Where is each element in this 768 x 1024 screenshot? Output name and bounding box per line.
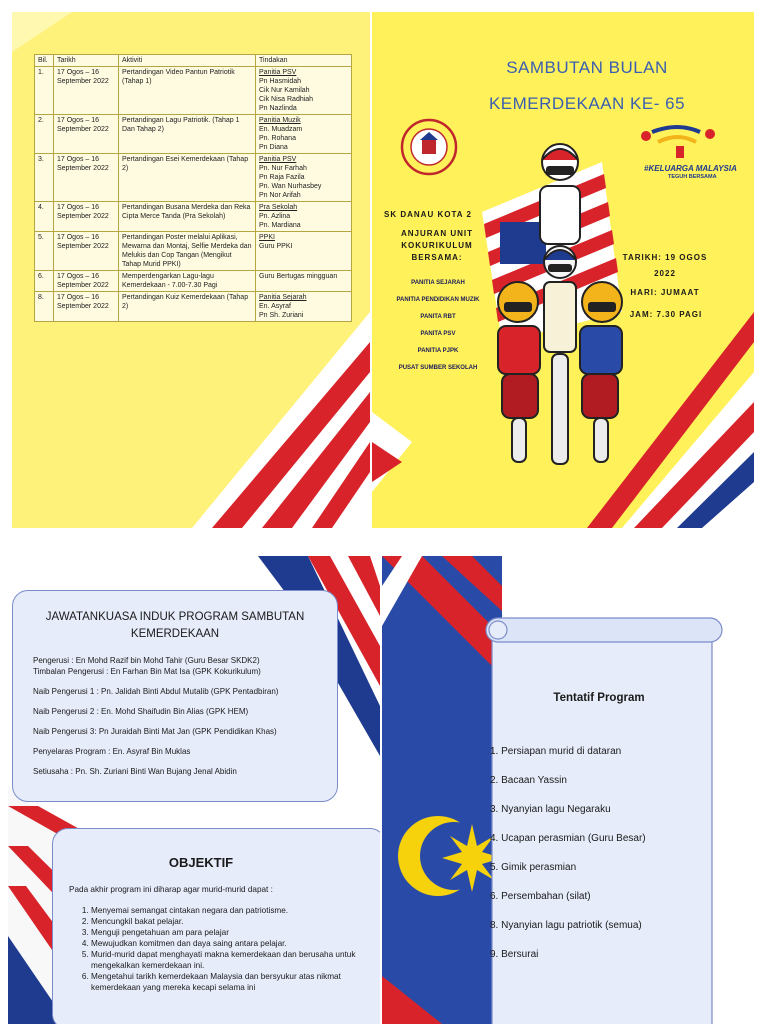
objektif-item: 5. Murid-murid dapat menghayati makna kemerdekaan dan berusaha untuk mengekalkan kemerdekaan ini.: [91, 949, 380, 971]
cell-aktiviti: Pertandingan Esei Kemerdekaan (Tahap 2): [119, 154, 256, 202]
tindakan-person: Pn Raja Fazila: [259, 174, 305, 181]
table-header-row: [35, 55, 352, 67]
tindakan-person: Pn. Nur Farhah: [259, 165, 307, 172]
tindakan-panitia: Panitia PSV: [259, 156, 297, 163]
keluarga-malaysia-sub: TEGUH BERSAMA: [668, 174, 717, 180]
header-tindakan: Tindakan: [256, 55, 352, 67]
objektif-item: 4. Mewujudkan komitmen dan daya saing antara pelajar.: [91, 938, 380, 949]
table-row: [35, 202, 352, 232]
tindakan-person: Pn Hasmidah: [259, 78, 302, 85]
tindakan-person: Pn Diana: [259, 144, 288, 151]
anjuran-label: ANJURAN UNIT KOKURIKULUM BERSAMA:: [401, 229, 473, 262]
tindakan-person: Cik Nur Kamilah: [259, 87, 310, 94]
tindakan-person: Pn Nor Arifah: [259, 192, 301, 199]
cell-tindakan: [256, 271, 352, 292]
cell-tindakan: [256, 115, 352, 154]
committee-line: Timbalan Pengerusi : En Farhan Bin Mat Isa (GPK Kokurikulum): [33, 667, 261, 676]
tindakan-person: Pn. Wan Nurhasbey: [259, 183, 322, 190]
committee-line: Pengerusi : En Mohd Razif bin Mohd Tahir (Guru Besar SKDK2): [33, 656, 260, 665]
header-bil: Bil.: [35, 55, 54, 67]
committee-line: Setiusaha : Pn. Sh. Zuriani Binti Wan Bujang Jenal Abidin: [33, 767, 237, 776]
objektif-item: 6. Mengetahui tarikh kemerdekaan Malaysia dan bersyukur atas nikmat kemerdekaan yang mereka kecapi selama ini: [91, 971, 380, 993]
table-row: [35, 271, 352, 292]
cell-aktiviti: Pertandingan Lagu Patriotik. (Tahap 1 Dan Tahap 2): [119, 115, 256, 154]
objektif-item: 2. Mencungkil bakat pelajar.: [91, 916, 380, 927]
tindakan-person: Pn Sh. Zuriani: [259, 312, 304, 319]
cell-bil: 3.: [35, 154, 54, 202]
cell-tarikh: 17 Ogos – 16 September 2022: [54, 271, 119, 292]
cell-tindakan: [256, 202, 352, 232]
cover-title-line2: KEMERDEKAAN KE- 65: [488, 94, 686, 113]
tentatif-item: 1. Persiapan murid di dataran: [490, 746, 622, 757]
objektif-intro: Pada akhir program ini diharap agar murid-murid dapat :: [69, 885, 273, 894]
tentatif-title: Tentatif Program: [553, 692, 645, 704]
cell-bil: 1.: [35, 67, 54, 115]
tindakan-person: Pn. Azlina: [259, 213, 291, 220]
table-row: [35, 292, 352, 322]
cell-tarikh: 17 Ogos – 16 September 2022: [54, 202, 119, 232]
motorcycle-riders-illustration: [482, 142, 632, 472]
tindakan-panitia: Panitia PSV: [259, 69, 297, 76]
tentatif-item: 6. Persembahan (silat): [490, 891, 591, 902]
event-day: HARI: JUMAAT: [630, 288, 700, 297]
tindakan-person: Pn Nazlinda: [259, 105, 297, 112]
panitia-item: PANITIA PENDIDIKAN MUZIK: [396, 297, 480, 303]
tindakan-panitia: Pra Sekolah: [259, 204, 298, 211]
cell-tindakan: [256, 67, 352, 115]
jawatankuasa-title: JAWATANKUASA INDUK PROGRAM SAMBUTAN KEMERDEKAAN: [45, 611, 305, 640]
tindakan-person: En. Asyraf: [259, 303, 291, 310]
objektif-item: 3. Menguji pengetahuan am para pelajar: [91, 927, 380, 938]
tindakan-panitia: Panitia Sejarah: [259, 294, 307, 301]
tindakan-person: Cik Nisa Radhiah: [259, 96, 314, 103]
committee-panel: [8, 556, 380, 1024]
schedule-panel: [12, 12, 370, 528]
cell-aktiviti: Pertandingan Video Pantun Patriotik (Tahap 1): [119, 67, 256, 115]
header-tarikh: Tarikh: [54, 55, 119, 67]
cover-title-line1: SAMBUTAN BULAN: [506, 58, 668, 77]
cell-tindakan: [256, 232, 352, 271]
jawatankuasa-box: [12, 590, 338, 802]
objektif-title: OBJEKTIF: [168, 855, 234, 870]
tindakan-panitia: Panitia Muzik: [259, 117, 301, 124]
panitia-item: PANITIA PJPK: [417, 348, 459, 354]
tindakan-person: Pn. Mardiana: [259, 222, 301, 229]
cell-bil: 5.: [35, 232, 54, 271]
cell-tarikh: 17 Ogos – 16 September 2022: [54, 292, 119, 322]
tindakan-person: Guru PPKI: [259, 243, 293, 250]
school-crest-icon: [400, 118, 458, 176]
tentatif-item: 3. Nyanyian lagu Negaraku: [490, 804, 611, 815]
table-row: [35, 115, 352, 154]
cell-bil: 6.: [35, 271, 54, 292]
tentatif-item: 8. Nyanyian lagu patriotik (semua): [490, 920, 642, 931]
cell-tindakan: [256, 154, 352, 202]
tindakan-panitia: PPKI: [259, 234, 275, 241]
cell-aktiviti: Pertandingan Kuiz Kemerdekaan (Tahap 2): [119, 292, 256, 322]
tindakan-person: Guru Bertugas mingguan: [259, 273, 338, 280]
cell-bil: 2.: [35, 115, 54, 154]
table-row: [35, 154, 352, 202]
table-row: [35, 67, 352, 115]
panitia-list: [380, 280, 496, 371]
tentatif-list: [490, 746, 710, 960]
cell-tindakan: [256, 292, 352, 322]
cell-tarikh: 17 Ogos – 16 September 2022: [54, 154, 119, 202]
cell-bil: 8.: [35, 292, 54, 322]
objektif-item: 1. Menyemai semangat cintakan negara dan patriotisme.: [91, 905, 380, 916]
tentatif-item: 9. Bersurai: [490, 949, 539, 960]
cell-bil: 4.: [35, 202, 54, 232]
cell-tarikh: 17 Ogos – 16 September 2022: [54, 232, 119, 271]
cell-tarikh: 17 Ogos – 16 September 2022: [54, 115, 119, 154]
schedule-table: [34, 54, 352, 322]
table-row: [35, 232, 352, 271]
objektif-box: [52, 828, 380, 1024]
cover-panel: [372, 12, 754, 528]
objektif-list: [63, 905, 380, 993]
panitia-item: PANITA PSV: [420, 331, 456, 337]
tentatif-panel: [382, 556, 768, 1024]
keluarga-malaysia-logo-icon: [638, 124, 724, 164]
cell-aktiviti: Memperdengarkan Lagu-lagu Kemerdekaan - 7.00-7.30 Pagi: [119, 271, 256, 292]
keluarga-malaysia-text: #KELUARGA MALAYSIA: [644, 164, 737, 173]
cell-aktiviti: Pertandingan Busana Merdeka dan Reka Cipta Merce Tanda (Pra Sekolah): [119, 202, 256, 232]
header-aktiviti: Aktiviti: [119, 55, 256, 67]
tentatif-item: 4. Ucapan perasmian (Guru Besar): [490, 833, 646, 844]
committee-line: Naib Pengerusi 3: Pn Juraidah Binti Mat Jan (GPK Pendidikan Khas): [33, 727, 277, 736]
committee-line: Naib Pengerusi 1 : Pn. Jalidah Binti Abdul Mutalib (GPK Pentadbiran): [33, 687, 279, 696]
panitia-item: PANITA RBT: [420, 314, 456, 320]
committee-line: Naib Pengerusi 2 : En. Mohd Shaifudin Bin Alias (GPK HEM): [33, 707, 249, 716]
event-time: JAM: 7.30 PAGI: [629, 310, 703, 319]
panitia-item: PANITIA SEJARAH: [411, 280, 465, 286]
event-date: TARIKH: 19 OGOS 2022: [622, 253, 708, 278]
tindakan-person: En. Muadzam: [259, 126, 303, 133]
tindakan-person: Pn. Rohana: [259, 135, 296, 142]
school-name: SK DANAU KOTA 2: [384, 210, 472, 219]
panitia-item: PUSAT SUMBER SEKOLAH: [398, 365, 478, 371]
tentatif-item: 2. Bacaan Yassin: [490, 775, 567, 786]
cell-aktiviti: Pertandingan Poster melalui Aplikasi, Mewarna dan Montaj, Selfie Merdeka dan Melukis dan Cop Tangan (Mengikut Tahap Murid PPKI): [119, 232, 256, 271]
cell-tarikh: 17 Ogos – 16 September 2022: [54, 67, 119, 115]
committee-line: Penyelaras Program : En. Asyraf Bin Muklas: [33, 747, 191, 756]
tentatif-item: 5. Gimik perasmian: [490, 862, 577, 873]
jawatankuasa-list: [33, 655, 333, 777]
